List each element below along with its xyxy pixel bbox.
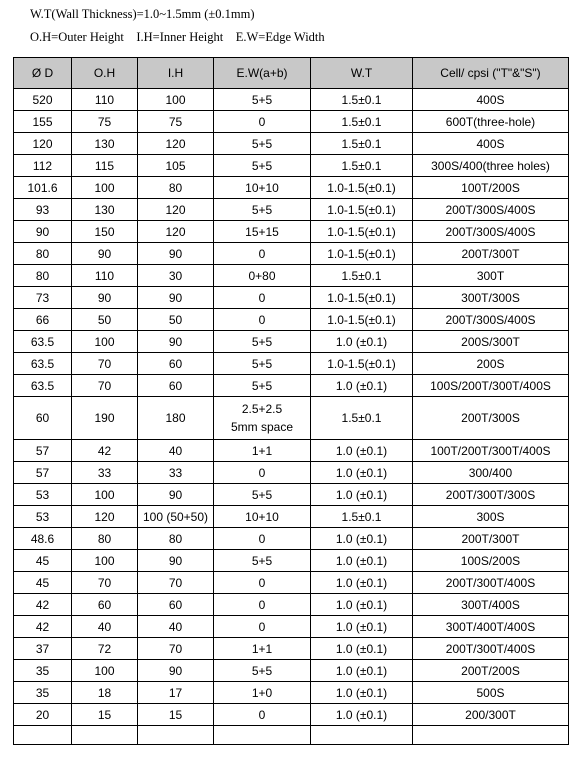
cell-diameter: 57 <box>14 462 72 484</box>
cell-inner-height: 80 <box>138 528 214 550</box>
cell-cell-cpsi: 200S/300T <box>413 331 569 353</box>
cell-edge-width: 5+5 <box>214 375 311 397</box>
cell-outer-height: 100 <box>72 177 138 199</box>
table-row <box>14 375 569 397</box>
cell-diameter: 155 <box>14 111 72 133</box>
cell-cell-cpsi: 300T/400T/400S <box>413 616 569 638</box>
header-diameter: Ø D <box>14 58 72 89</box>
cell-wall-thickness: 1.0 (±0.1) <box>311 440 413 462</box>
cell-diameter: 42 <box>14 594 72 616</box>
table-row <box>14 616 569 638</box>
cell-outer-height: 42 <box>72 440 138 462</box>
cell-inner-height: 90 <box>138 550 214 572</box>
cell-outer-height: 70 <box>72 572 138 594</box>
cell-edge-width: 5+5 <box>214 353 311 375</box>
cell-diameter: 35 <box>14 682 72 704</box>
cell-diameter: 37 <box>14 638 72 660</box>
cell-inner-height: 90 <box>138 484 214 506</box>
cell-inner-height: 75 <box>138 111 214 133</box>
cell-cell-cpsi: 100T/200T/300T/400S <box>413 440 569 462</box>
cell-outer-height: 80 <box>72 528 138 550</box>
cell-diameter: 45 <box>14 572 72 594</box>
empty-cell <box>214 726 311 745</box>
cell-diameter: 63.5 <box>14 375 72 397</box>
cell-inner-height: 50 <box>138 309 214 331</box>
cell-cell-cpsi: 200T/200S <box>413 660 569 682</box>
cell-edge-width: 15+15 <box>214 221 311 243</box>
cell-outer-height: 130 <box>72 133 138 155</box>
cell-edge-width: 0 <box>214 594 311 616</box>
cell-wall-thickness: 1.0 (±0.1) <box>311 660 413 682</box>
cell-wall-thickness: 1.0 (±0.1) <box>311 550 413 572</box>
cell-cell-cpsi: 100T/200S <box>413 177 569 199</box>
table-row <box>14 682 569 704</box>
cell-edge-width: 1+0 <box>214 682 311 704</box>
cell-diameter: 60 <box>14 397 72 440</box>
cell-edge-width: 5+5 <box>214 660 311 682</box>
cell-outer-height: 75 <box>72 111 138 133</box>
cell-wall-thickness: 1.5±0.1 <box>311 111 413 133</box>
cell-diameter: 66 <box>14 309 72 331</box>
cell-diameter: 120 <box>14 133 72 155</box>
cell-wall-thickness: 1.5±0.1 <box>311 506 413 528</box>
cell-edge-width: 5+5 <box>214 331 311 353</box>
cell-outer-height: 70 <box>72 353 138 375</box>
table-row <box>14 528 569 550</box>
cell-cell-cpsi: 100S/200S <box>413 550 569 572</box>
cell-wall-thickness: 1.0-1.5(±0.1) <box>311 243 413 265</box>
cell-inner-height: 90 <box>138 331 214 353</box>
cell-edge-width: 10+10 <box>214 506 311 528</box>
table-row <box>14 353 569 375</box>
cell-wall-thickness: 1.0 (±0.1) <box>311 616 413 638</box>
cell-wall-thickness: 1.0 (±0.1) <box>311 331 413 353</box>
cell-wall-thickness: 1.0 (±0.1) <box>311 528 413 550</box>
cell-diameter: 112 <box>14 155 72 177</box>
cell-cell-cpsi: 500S <box>413 682 569 704</box>
empty-cell <box>72 726 138 745</box>
table-row <box>14 397 569 440</box>
cell-inner-height: 17 <box>138 682 214 704</box>
cell-diameter: 53 <box>14 484 72 506</box>
cell-diameter: 57 <box>14 440 72 462</box>
cell-cell-cpsi: 200T/300S/400S <box>413 199 569 221</box>
cell-cell-cpsi: 200S <box>413 353 569 375</box>
cell-edge-width: 5+5 <box>214 155 311 177</box>
cell-line: 2.5+2.5 <box>241 402 283 416</box>
cell-edge-width: 0 <box>214 616 311 638</box>
header-row <box>14 58 569 89</box>
table-row <box>14 638 569 660</box>
cell-inner-height: 30 <box>138 265 214 287</box>
abbreviation-legend: O.H=Outer Height I.H=Inner Height E.W=Edge Width <box>30 30 325 44</box>
cell-edge-width: 10+10 <box>214 177 311 199</box>
cell-inner-height: 15 <box>138 704 214 726</box>
table-row <box>14 550 569 572</box>
cell-edge-width: 0 <box>214 287 311 309</box>
cell-cell-cpsi: 300/400 <box>413 462 569 484</box>
cell-cell-cpsi: 600T(three-hole) <box>413 111 569 133</box>
cell-diameter: 42 <box>14 616 72 638</box>
cell-wall-thickness: 1.5±0.1 <box>311 89 413 111</box>
empty-cell <box>14 726 72 745</box>
table-row <box>14 484 569 506</box>
cell-edge-width: 5+5 <box>214 550 311 572</box>
cell-outer-height: 100 <box>72 484 138 506</box>
cell-outer-height: 100 <box>72 660 138 682</box>
header-edge-width: E.W(a+b) <box>214 58 311 89</box>
cell-diameter: 45 <box>14 550 72 572</box>
cell-outer-height: 100 <box>72 550 138 572</box>
cell-wall-thickness: 1.0-1.5(±0.1) <box>311 199 413 221</box>
wall-thickness-note: W.T(Wall Thickness)=1.0~1.5mm (±0.1mm) <box>30 7 255 21</box>
cell-diameter: 80 <box>14 265 72 287</box>
cell-cell-cpsi: 300T/300S <box>413 287 569 309</box>
table-row <box>14 462 569 484</box>
cell-cell-cpsi: 200T/300S <box>413 397 569 440</box>
table-row <box>14 89 569 111</box>
cell-inner-height: 40 <box>138 440 214 462</box>
table-row <box>14 704 569 726</box>
cell-wall-thickness: 1.0 (±0.1) <box>311 594 413 616</box>
cell-inner-height: 60 <box>138 353 214 375</box>
table-row <box>14 199 569 221</box>
cell-cell-cpsi: 300T/400S <box>413 594 569 616</box>
cell-outer-height: 15 <box>72 704 138 726</box>
cell-cell-cpsi: 300S <box>413 506 569 528</box>
cell-outer-height: 120 <box>72 506 138 528</box>
cell-outer-height: 18 <box>72 682 138 704</box>
cell-outer-height: 130 <box>72 199 138 221</box>
cell-wall-thickness: 1.0-1.5(±0.1) <box>311 353 413 375</box>
table-row <box>14 133 569 155</box>
cell-outer-height: 72 <box>72 638 138 660</box>
table-row <box>14 287 569 309</box>
header-cell-cpsi: Cell/ cpsi ("T"&"S") <box>413 58 569 89</box>
cell-inner-height: 90 <box>138 287 214 309</box>
cell-outer-height: 110 <box>72 89 138 111</box>
table-row <box>14 155 569 177</box>
header-inner-height: I.H <box>138 58 214 89</box>
cell-diameter: 48.6 <box>14 528 72 550</box>
header-outer-height: O.H <box>72 58 138 89</box>
cell-inner-height: 70 <box>138 638 214 660</box>
cell-cell-cpsi: 400S <box>413 89 569 111</box>
cell-diameter: 63.5 <box>14 331 72 353</box>
empty-cell <box>311 726 413 745</box>
cell-cell-cpsi: 200T/300T/400S <box>413 572 569 594</box>
cell-cell-cpsi: 300T <box>413 265 569 287</box>
cell-wall-thickness: 1.0 (±0.1) <box>311 572 413 594</box>
cell-edge-width: 1+1 <box>214 440 311 462</box>
cell-edge-width: 0 <box>214 111 311 133</box>
cell-inner-height: 120 <box>138 133 214 155</box>
cell-inner-height: 100 <box>138 89 214 111</box>
header-wall-thickness: W.T <box>311 58 413 89</box>
cell-outer-height: 90 <box>72 287 138 309</box>
table-row <box>14 221 569 243</box>
cell-diameter: 520 <box>14 89 72 111</box>
cell-cell-cpsi: 300S/400(three holes) <box>413 155 569 177</box>
cell-wall-thickness: 1.5±0.1 <box>311 397 413 440</box>
cell-outer-height: 50 <box>72 309 138 331</box>
cell-cell-cpsi: 200/300T <box>413 704 569 726</box>
cell-edge-width <box>214 397 311 440</box>
cell-cell-cpsi: 100S/200T/300T/400S <box>413 375 569 397</box>
cell-diameter: 63.5 <box>14 353 72 375</box>
cell-outer-height: 190 <box>72 397 138 440</box>
specification-table <box>13 57 569 745</box>
cell-cell-cpsi: 200T/300T/300S <box>413 484 569 506</box>
cell-inner-height: 60 <box>138 375 214 397</box>
table-row <box>14 440 569 462</box>
cell-inner-height: 100 (50+50) <box>138 506 214 528</box>
cell-outer-height: 150 <box>72 221 138 243</box>
cell-cell-cpsi: 400S <box>413 133 569 155</box>
cell-inner-height: 120 <box>138 221 214 243</box>
cell-inner-height: 80 <box>138 177 214 199</box>
table-row <box>14 331 569 353</box>
cell-wall-thickness: 1.0 (±0.1) <box>311 638 413 660</box>
cell-outer-height: 40 <box>72 616 138 638</box>
cell-edge-width: 0 <box>214 462 311 484</box>
table-row <box>14 506 569 528</box>
cell-wall-thickness: 1.5±0.1 <box>311 133 413 155</box>
cell-wall-thickness: 1.5±0.1 <box>311 155 413 177</box>
cell-wall-thickness: 1.0 (±0.1) <box>311 462 413 484</box>
cell-outer-height: 90 <box>72 243 138 265</box>
table-row <box>14 309 569 331</box>
cell-edge-width: 0+80 <box>214 265 311 287</box>
cell-edge-width: 0 <box>214 704 311 726</box>
cell-inner-height: 33 <box>138 462 214 484</box>
table-body <box>14 89 569 745</box>
cell-inner-height: 90 <box>138 660 214 682</box>
cell-inner-height: 120 <box>138 199 214 221</box>
cell-outer-height: 70 <box>72 375 138 397</box>
cell-wall-thickness: 1.0-1.5(±0.1) <box>311 221 413 243</box>
cell-cell-cpsi: 200T/300T <box>413 243 569 265</box>
cell-inner-height: 60 <box>138 594 214 616</box>
cell-edge-width: 0 <box>214 528 311 550</box>
cell-cell-cpsi: 200T/300T <box>413 528 569 550</box>
table-row <box>14 111 569 133</box>
table-row <box>14 177 569 199</box>
table-row <box>14 660 569 682</box>
cell-wall-thickness: 1.0 (±0.1) <box>311 484 413 506</box>
table-row <box>14 572 569 594</box>
empty-cell <box>413 726 569 745</box>
cell-edge-width: 0 <box>214 572 311 594</box>
cell-wall-thickness: 1.0 (±0.1) <box>311 682 413 704</box>
cell-edge-width: 0 <box>214 309 311 331</box>
cell-edge-width: 0 <box>214 243 311 265</box>
cell-edge-width: 5+5 <box>214 199 311 221</box>
cell-cell-cpsi: 200T/300T/400S <box>413 638 569 660</box>
cell-diameter: 101.6 <box>14 177 72 199</box>
cell-inner-height: 40 <box>138 616 214 638</box>
cell-diameter: 20 <box>14 704 72 726</box>
cell-wall-thickness: 1.0-1.5(±0.1) <box>311 177 413 199</box>
table-row <box>14 265 569 287</box>
cell-diameter: 53 <box>14 506 72 528</box>
cell-edge-width: 5+5 <box>214 484 311 506</box>
cell-outer-height: 110 <box>72 265 138 287</box>
table-row <box>14 594 569 616</box>
cell-wall-thickness: 1.0-1.5(±0.1) <box>311 287 413 309</box>
cell-diameter: 80 <box>14 243 72 265</box>
cell-inner-height: 180 <box>138 397 214 440</box>
table-row <box>14 243 569 265</box>
cell-inner-height: 90 <box>138 243 214 265</box>
cell-inner-height: 70 <box>138 572 214 594</box>
cell-edge-width: 5+5 <box>214 89 311 111</box>
cell-cell-cpsi: 200T/300S/400S <box>413 221 569 243</box>
cell-diameter: 90 <box>14 221 72 243</box>
cell-wall-thickness: 1.0 (±0.1) <box>311 704 413 726</box>
cell-edge-width: 1+1 <box>214 638 311 660</box>
empty-cell <box>138 726 214 745</box>
cell-outer-height: 100 <box>72 331 138 353</box>
cell-outer-height: 33 <box>72 462 138 484</box>
cell-diameter: 93 <box>14 199 72 221</box>
cell-edge-width: 5+5 <box>214 133 311 155</box>
cell-diameter: 73 <box>14 287 72 309</box>
cell-line: 5mm space <box>230 420 294 434</box>
cell-outer-height: 115 <box>72 155 138 177</box>
cell-cell-cpsi: 200T/300S/400S <box>413 309 569 331</box>
cell-diameter: 35 <box>14 660 72 682</box>
cell-wall-thickness: 1.0-1.5(±0.1) <box>311 309 413 331</box>
cell-wall-thickness: 1.0 (±0.1) <box>311 375 413 397</box>
empty-row <box>14 726 569 745</box>
cell-inner-height: 105 <box>138 155 214 177</box>
cell-outer-height: 60 <box>72 594 138 616</box>
cell-wall-thickness: 1.5±0.1 <box>311 265 413 287</box>
